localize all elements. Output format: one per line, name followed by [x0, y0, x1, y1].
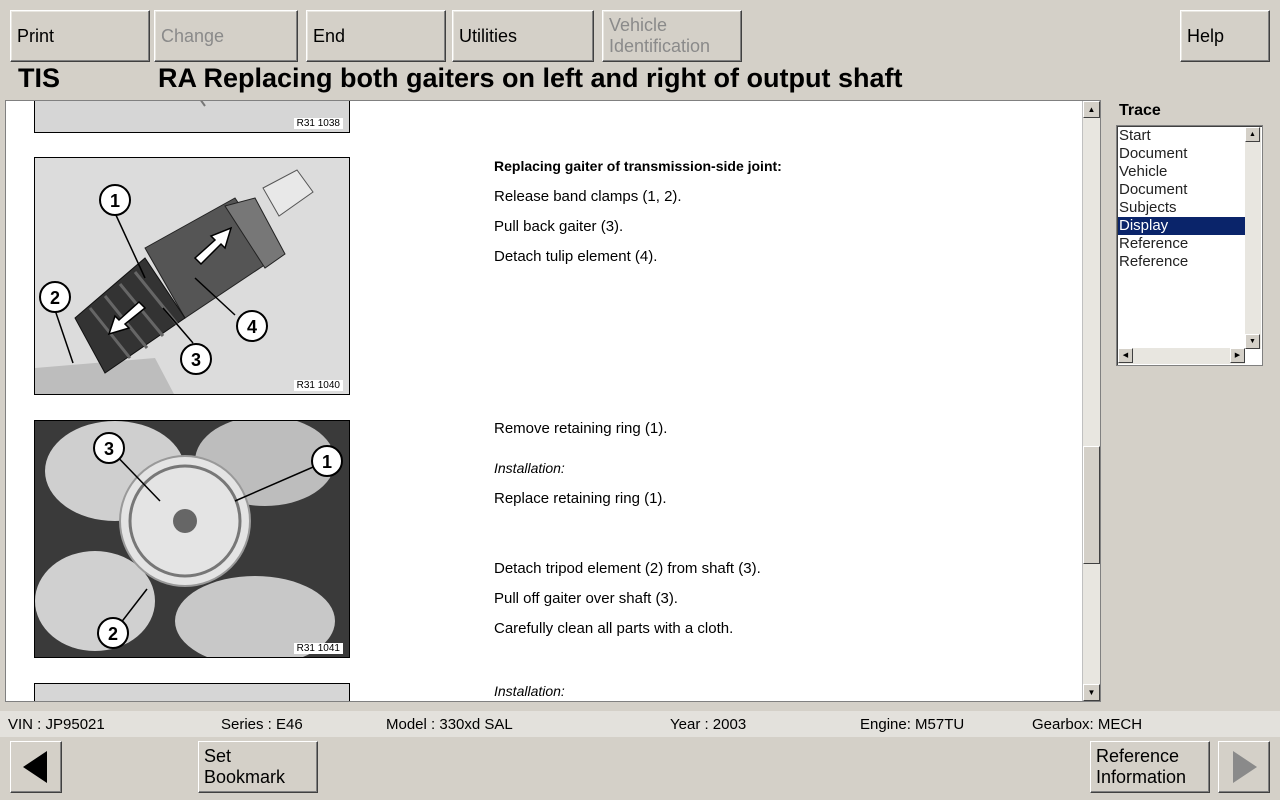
arrow-right-icon — [1219, 742, 1269, 792]
figure-r31-1041 — [34, 420, 350, 658]
year-text: Year : 2003 — [670, 716, 747, 733]
step-text: Pull back gaiter (3). — [494, 218, 624, 235]
trace-list[interactable] — [1116, 125, 1263, 366]
section-heading: Replacing gaiter of transmission-side joint: — [494, 158, 782, 174]
arrow-left-icon — [11, 742, 61, 792]
step-text: Release band clamps (1, 2). — [494, 188, 682, 205]
page-title: RA Replacing both gaiters on left and right of output shaft — [158, 63, 903, 93]
step-text: Remove retaining ring (1). — [494, 420, 668, 437]
scroll-down-button[interactable]: ▼ — [1083, 684, 1100, 701]
model-text: Model : 330xd SAL — [386, 716, 513, 733]
trace-scroll-left-button[interactable]: ◀ — [1118, 348, 1133, 363]
series-text: Series : E46 — [221, 716, 303, 733]
forward-button[interactable] — [1218, 741, 1270, 793]
engine-text: Engine: M57TU — [860, 716, 965, 733]
scroll-thumb[interactable] — [1083, 446, 1100, 564]
utilities-button[interactable] — [452, 10, 594, 62]
trace-item-subjects[interactable]: Subjects — [1119, 199, 1177, 216]
figure-image — [35, 158, 350, 395]
installation-label: Installation: — [494, 683, 565, 699]
step-text: Detach tripod element (2) from shaft (3). — [494, 560, 761, 577]
figure-image — [35, 684, 350, 701]
vin-text: VIN : JP95021 — [8, 716, 105, 733]
document-pane — [5, 100, 1101, 702]
step-text: Replace retaining ring (1). — [494, 490, 667, 507]
callout-4: 4 — [246, 317, 258, 337]
callout-3: 3 — [103, 439, 115, 459]
end-label: End — [313, 25, 346, 46]
help-label: Help — [1187, 25, 1225, 46]
trace-item-vehicle[interactable]: Vehicle — [1119, 163, 1168, 180]
callout-3: 3 — [190, 350, 202, 370]
step-text: Pull off gaiter over shaft (3). — [494, 590, 678, 607]
figure-r31-1040 — [34, 157, 350, 395]
trace-item-document-2[interactable]: Document — [1119, 181, 1188, 198]
vehicle-id-label-1: Vehicle — [609, 15, 668, 35]
figure-next — [34, 683, 350, 701]
vehicle-identification-button[interactable] — [602, 10, 742, 62]
vehicle-id-label-2: Identification — [609, 36, 711, 56]
change-label: Change — [161, 25, 225, 46]
reference-information-button[interactable] — [1090, 741, 1210, 793]
end-button[interactable] — [306, 10, 446, 62]
bookmark-label-1: Set — [204, 746, 232, 766]
trace-horizontal-scrollbar[interactable] — [1118, 348, 1245, 364]
trace-item-display[interactable]: Display — [1118, 217, 1245, 235]
trace-scroll-right-button[interactable]: ▶ — [1230, 348, 1245, 363]
trace-scroll-down-button[interactable]: ▼ — [1245, 334, 1260, 349]
app-name: TIS — [18, 63, 61, 93]
trace-item-reference[interactable]: Reference — [1119, 235, 1189, 252]
trace-scroll-up-button[interactable]: ▲ — [1245, 127, 1260, 142]
refinfo-label-2: Information — [1096, 767, 1187, 787]
trace-vertical-scrollbar[interactable] — [1245, 127, 1261, 349]
step-text: Detach tulip element (4). — [494, 248, 658, 265]
set-bookmark-button[interactable] — [198, 741, 318, 793]
back-button[interactable] — [10, 741, 62, 793]
installation-label: Installation: — [494, 460, 565, 476]
figure-label: R31 1041 — [294, 643, 343, 654]
callout-2: 2 — [107, 624, 119, 644]
trace-item-document[interactable]: Document — [1119, 145, 1188, 162]
change-button[interactable] — [154, 10, 298, 62]
figure-r31-1038 — [34, 101, 350, 133]
document-scrollbar[interactable] — [1082, 101, 1100, 701]
help-button[interactable] — [1180, 10, 1270, 62]
vehicle-status-bar — [0, 711, 1280, 737]
document-content — [6, 101, 1082, 701]
trace-title: Trace — [1119, 102, 1161, 119]
trace-item-reference-2[interactable]: Reference — [1119, 253, 1189, 270]
scroll-up-button[interactable]: ▲ — [1083, 101, 1100, 118]
utilities-label: Utilities — [459, 25, 518, 46]
callout-2: 2 — [49, 288, 61, 308]
callout-1: 1 — [109, 191, 121, 211]
print-button[interactable] — [10, 10, 150, 62]
figure-label: R31 1040 — [294, 380, 343, 391]
callout-1: 1 — [321, 452, 333, 472]
bookmark-label-2: Bookmark — [204, 767, 286, 787]
gearbox-text: Gearbox: MECH — [1032, 716, 1143, 733]
figure-image — [35, 421, 350, 658]
step-text: Carefully clean all parts with a cloth. — [494, 620, 734, 637]
figure-label: R31 1038 — [294, 118, 343, 129]
print-label: Print — [17, 25, 55, 46]
refinfo-label-1: Reference — [1096, 746, 1180, 766]
trace-item-start[interactable]: Start — [1119, 127, 1151, 144]
